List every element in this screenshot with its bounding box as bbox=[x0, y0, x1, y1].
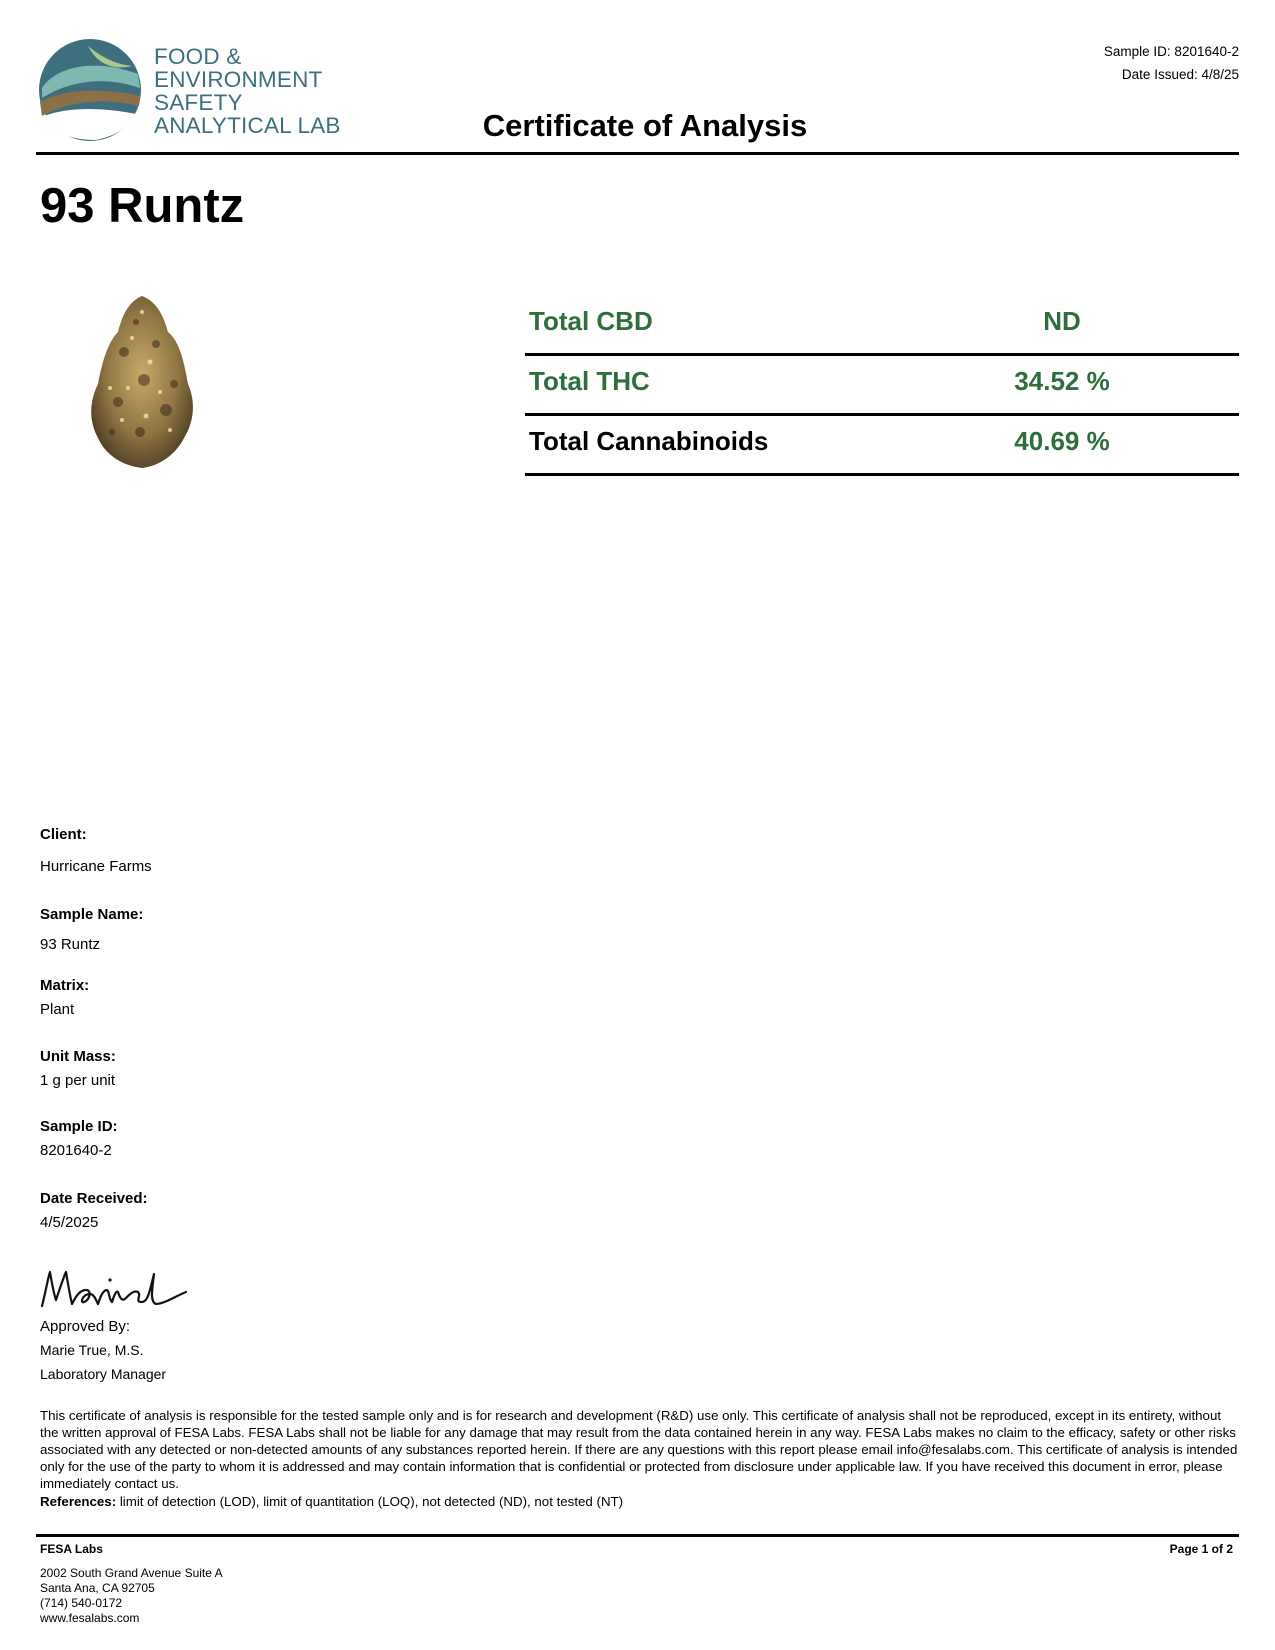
logo-line: ENVIRONMENT bbox=[154, 67, 323, 92]
client-label: Client: bbox=[40, 826, 87, 843]
summary-value: 34.52 % bbox=[1014, 366, 1110, 396]
summary-row-total-cbd bbox=[525, 296, 1239, 356]
sample-name-value: 93 Runtz bbox=[40, 936, 101, 953]
summary-label: Total THC bbox=[529, 366, 650, 396]
header-date-issued: Date Issued: 4/8/25 bbox=[1121, 67, 1239, 82]
summary-value: ND bbox=[1043, 306, 1081, 336]
cannabinoid-summary bbox=[525, 296, 1239, 476]
date-received-value: 4/5/2025 bbox=[40, 1214, 99, 1231]
approver-name: Marie True, M.S. bbox=[40, 1342, 144, 1358]
footer-address bbox=[40, 1566, 223, 1626]
matrix-label: Matrix: bbox=[40, 977, 90, 994]
unit-mass-label: Unit Mass: bbox=[40, 1048, 116, 1065]
references-text: limit of detection (LOD), limit of quantitation (LOQ), not detected (ND), not tested (NT) bbox=[116, 1494, 624, 1509]
address-line: Santa Ana, CA 92705 bbox=[40, 1581, 155, 1595]
summary-value: 40.69 % bbox=[1014, 426, 1110, 456]
sample-name-label: Sample Name: bbox=[40, 906, 144, 923]
references bbox=[40, 1494, 623, 1509]
matrix-value: Plant bbox=[40, 1001, 75, 1018]
address-line: 2002 South Grand Avenue Suite A bbox=[40, 1566, 223, 1580]
approver-signature bbox=[38, 1260, 188, 1316]
approved-by-label: Approved By: bbox=[40, 1318, 131, 1335]
logo-line: FOOD & bbox=[154, 44, 242, 69]
summary-label: Total CBD bbox=[529, 306, 653, 336]
header-sample-id: Sample ID: 8201640-2 bbox=[1103, 44, 1239, 59]
summary-label: Total Cannabinoids bbox=[529, 426, 769, 456]
footer-org-name: FESA Labs bbox=[40, 1542, 103, 1556]
approver-title: Laboratory Manager bbox=[40, 1366, 167, 1382]
summary-row-total-cannabinoids bbox=[525, 416, 1239, 476]
client-value: Hurricane Farms bbox=[40, 858, 152, 875]
sample-id-label: Sample ID: bbox=[40, 1118, 118, 1135]
date-received-label: Date Received: bbox=[40, 1190, 148, 1207]
document-title: Certificate of Analysis bbox=[482, 108, 808, 143]
unit-mass-value: 1 g per unit bbox=[40, 1072, 116, 1089]
page-number: Page 1 of 2 bbox=[1169, 1542, 1233, 1556]
disclaimer-text: This certificate of analysis is responsible for the tested sample only and is for research and development (R&D) use only. This certificate of analysis shall not be reproduced, except in its entirety, without the written approval of FESA Labs. FESA Labs shall not be liable for any damage that may result from the data contained herein in any way. FESA Labs makes no claim to the efficacy, safety or other risks associated with any detected or non-detected amounts of any substances reported herein. If there are any questions with this report please email info@fesalabs.com. This certificate of analysis is intended only for the use of the party to whom it is addressed and may contain information that is confidential or protected from disclosure under applicable law. If you have received this document in error, please immediately contact us. bbox=[40, 1408, 1238, 1491]
document-meta bbox=[1104, 40, 1239, 86]
sample-id-value: 8201640-2 bbox=[40, 1142, 112, 1159]
product-name: 93 Runtz bbox=[40, 179, 245, 233]
logo-line: ANALYTICAL LAB bbox=[154, 113, 341, 138]
logo-line: SAFETY bbox=[154, 90, 243, 115]
phone-number: (714) 540-0172 bbox=[40, 1596, 123, 1610]
website-link[interactable]: www.fesalabs.com bbox=[40, 1611, 140, 1625]
summary-row-total-thc bbox=[525, 356, 1239, 416]
product-image bbox=[84, 292, 200, 470]
header-divider bbox=[36, 152, 1239, 155]
footer-divider bbox=[36, 1534, 1239, 1537]
references-label: References: bbox=[40, 1494, 117, 1509]
